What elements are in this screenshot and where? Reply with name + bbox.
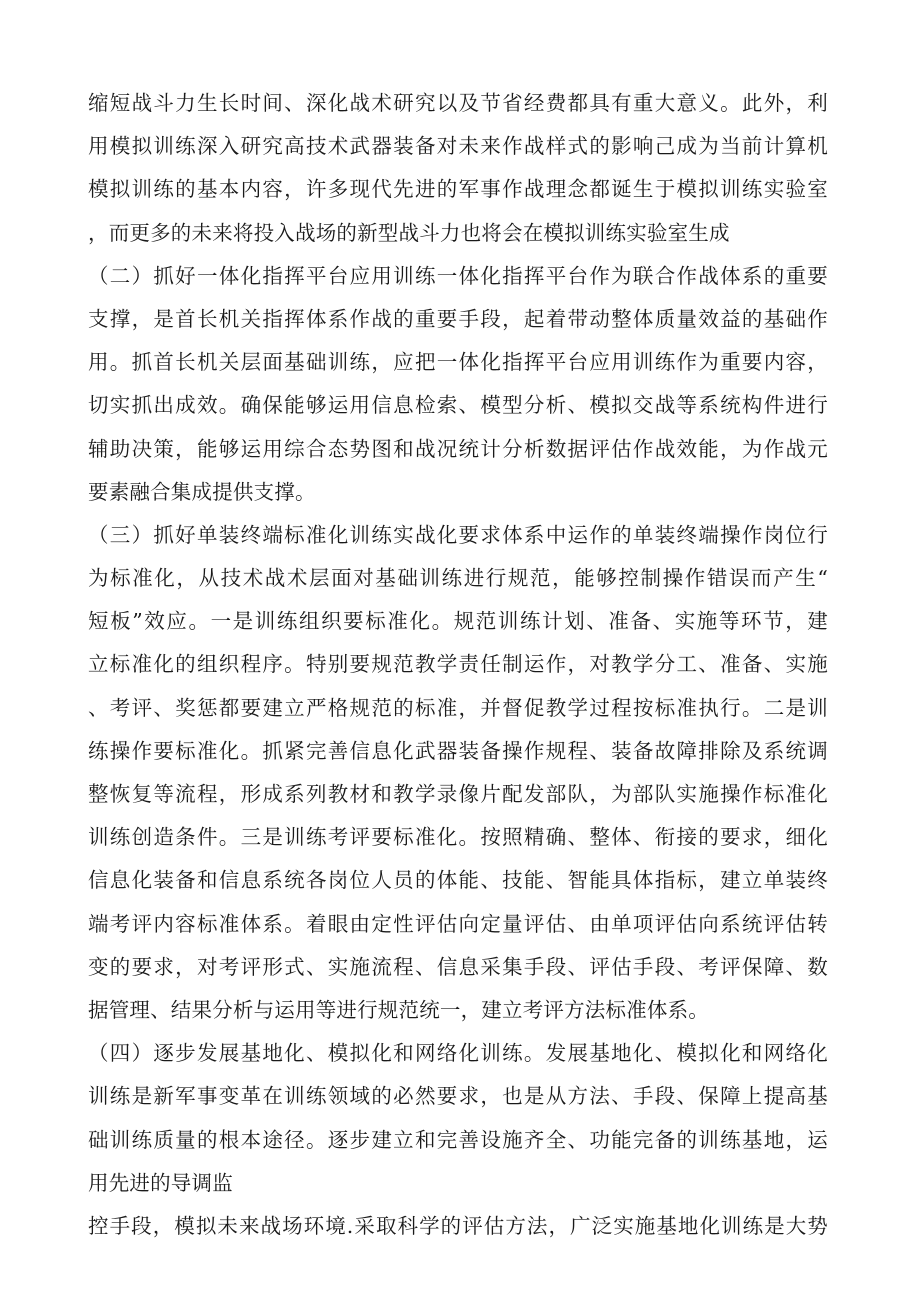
text-line: 练操作要标准化。抓紧完善信息化武器装备操作规程、装备故障排除及系统调 [88,738,828,763]
text-line: 立标准化的组织程序。特别要规范教学责任制运作，对教学分工、准备、实施 [88,652,828,677]
text-line: 据管理、结果分析与运用等进行规范统一，建立考评方法标准体系。 [88,997,709,1022]
text-line: 缩短战斗力生长时间、深化战术研究以及节省经费都具有重大意义。此外，利 [88,91,828,115]
text-line: 支撑，是首长机关指挥体系作战的重要手段，起着带动整体质量效益的基础作 [88,306,828,331]
text-line: 辅助决策，能够运用综合态势图和战况统计分析数据评估作战效能，为作战元 [88,436,828,461]
text-line: 端考评内容标准体系。着眼由定性评估向定量评估、由单项评估向系统评估转 [88,911,828,936]
text-line: 用模拟训练深入研究高技术武器装备对未来作战样式的影响己成为当前计算机 [88,134,828,159]
text-line: ，而更多的未来将投入战场的新型战斗力也将会在模拟训练实验室生成 [88,220,730,245]
text-line: （二）抓好一体化指挥平台应用训练一体化指挥平台作为联合作战体系的重要 [88,263,828,288]
text-line: 训练创造条件。三是训练考评要标准化。按照精确、整体、衔接的要求，细化 [88,825,828,850]
text-line: 要素融合集成提供支撑。 [88,479,316,504]
text-line: 为标准化，从技术战术层面对基础训练进行规范，能够控制操作错误而产生“ [88,566,828,591]
text-line: 用。抓首长机关层面基础训练，应把一体化指挥平台应用训练作为重要内容， [88,350,828,375]
text-line: 训练是新军事变革在训练领域的必然要求，也是从方法、手段、保障上提高基 [88,1084,828,1109]
text-line: 切实抓出成效。确保能够运用信息检索、模型分析、模拟交战等系统构件进行 [88,393,828,418]
text-line: 、考评、奖惩都要建立严格规范的标准，并督促教学过程按标准执行。二是训 [88,695,828,720]
text-line: （四）逐步发展基地化、模拟化和网络化训练。发展基地化、模拟化和网络化 [88,1041,828,1066]
text-line: 础训练质量的根本途径。逐步建立和完善设施齐全、功能完备的训练基地，运 [88,1127,828,1152]
text-line: 整恢复等流程，形成系列教材和教学录像片配发部队，为部队实施操作标准化 [88,782,828,806]
text-line: 用先进的导调监 [88,1170,233,1195]
text-line: （三）抓好单装终端标准化训练实战化要求体系中运作的单装终端操作岗位行 [88,522,828,547]
text-line: 模拟训练的基本内容，许多现代先进的军事作战理念都诞生于模拟训练实验室 [88,177,828,202]
text-line: 短板”效应。一是训练组织要标准化。规范训练计划、准备、实施等环节，建 [88,609,828,634]
text-line: 信息化装备和信息系统各岗位人员的体能、技能、智能具体指标，建立单装终 [88,868,828,893]
text-line: 变的要求，对考评形式、实施流程、信息采集手段、评估手段、考评保障、数 [88,954,828,979]
text-line: 控手段，模拟未来战场环境.采取科学的评估方法，广泛实施基地化训练是大势 [88,1213,828,1238]
body-text [88,82,828,1248]
